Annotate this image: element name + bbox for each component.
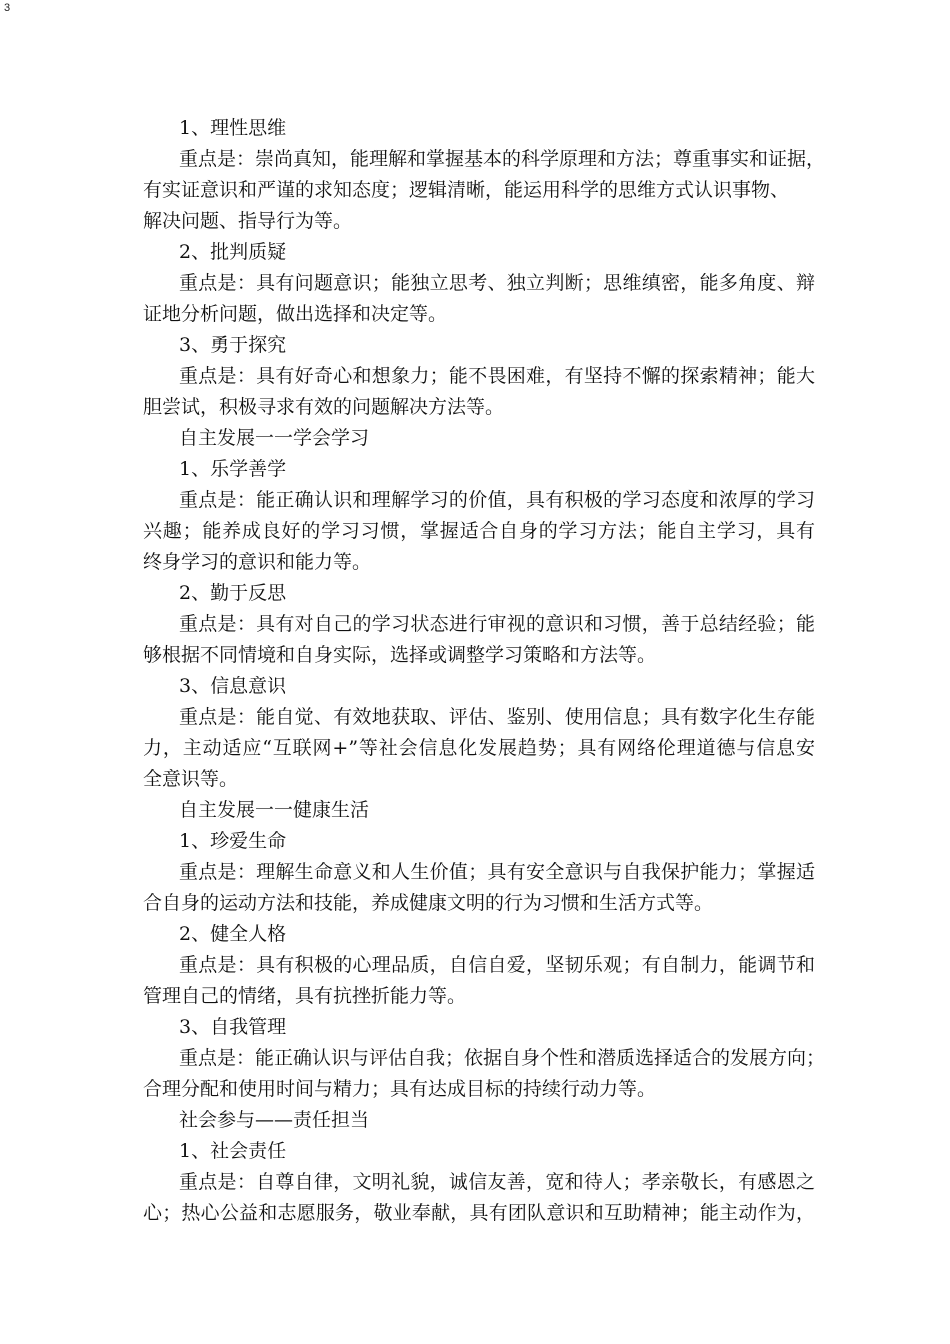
text-line: 合自身的运动方法和技能，养成健康文明的行为习惯和生活方式等。 (143, 892, 714, 914)
text-line: 证地分析问题，做出选择和决定等。 (143, 303, 448, 325)
text-line: 1、乐学善学 (179, 458, 287, 480)
text-line: 有实证意识和严谨的求知态度；逻辑清晰，能运用科学的思维方式认识事物、 (143, 179, 790, 201)
text-line: 3、勇于探究 (179, 334, 287, 356)
text-line: 解决问题、指导行为等。 (143, 210, 353, 232)
text-line: 重点是：能自觉、有效地获取、评估、鉴别、使用信息；具有数字化生存能 (179, 706, 815, 728)
text-line: 力，主动适应“互联网+”等社会信息化发展趋势；具有网络伦理道德与信息安 (143, 737, 815, 759)
text-line: 重点是：能正确认识与评估自我；依据自身个性和潜质选择适合的发展方向； (179, 1047, 826, 1069)
text-line: 重点是：具有好奇心和想象力；能不畏困难，有坚持不懈的探索精神；能大 (179, 365, 815, 387)
text-line: 全意识等。 (143, 768, 239, 790)
document-body (143, 113, 826, 1229)
text-line: 够根据不同情境和自身实际，选择或调整学习策略和方法等。 (143, 644, 657, 666)
text-line: 合理分配和使用时间与精力；具有达成目标的持续行动力等。 (143, 1078, 657, 1100)
text-line: 自主发展一一学会学习 (179, 427, 370, 449)
text-line: 重点是：具有积极的心理品质，自信自爱，坚韧乐观；有自制力，能调节和 (179, 954, 815, 976)
text-line: 1、珍爱生命 (179, 830, 287, 852)
text-line: 社会参与——责任担当 (179, 1109, 370, 1131)
text-line: 自主发展一一健康生活 (179, 799, 370, 821)
text-line: 重点是：具有问题意识；能独立思考、独立判断；思维缜密，能多角度、辩 (179, 272, 815, 294)
text-line: 终身学习的意识和能力等。 (143, 551, 372, 573)
text-line: 兴趣；能养成良好的学习习惯，掌握适合自身的学习方法；能自主学习，具有 (143, 520, 815, 542)
text-line: 重点是：崇尚真知，能理解和掌握基本的科学原理和方法；尊重事实和证据， (179, 148, 826, 170)
text-line: 1、社会责任 (179, 1140, 287, 1162)
text-line: 1、理性思维 (179, 117, 287, 139)
text-line: 重点是：自尊自律，文明礼貌，诚信友善，宽和待人；孝亲敬长，有感恩之 (179, 1171, 815, 1193)
text-line: 3、信息意识 (179, 675, 287, 697)
text-line: 管理自己的情绪，具有抗挫折能力等。 (143, 985, 467, 1007)
text-line: 3、自我管理 (179, 1016, 287, 1038)
text-line: 2、健全人格 (179, 923, 287, 945)
text-line: 重点是：具有对自己的学习状态进行审视的意识和习惯，善于总结经验；能 (179, 613, 815, 635)
text-line: 重点是：理解生命意义和人生价值；具有安全意识与自我保护能力；掌握适 (179, 861, 815, 883)
text-line: 心；热心公益和志愿服务，敬业奉献，具有团队意识和互助精神；能主动作为， (143, 1202, 815, 1224)
text-line: 2、勤于反思 (179, 582, 287, 604)
page-number: 3 (4, 2, 11, 14)
text-line: 2、批判质疑 (179, 241, 287, 263)
text-line: 重点是：能正确认识和理解学习的价值，具有积极的学习态度和浓厚的学习 (179, 489, 815, 511)
text-line: 胆尝试，积极寻求有效的问题解决方法等。 (143, 396, 505, 418)
